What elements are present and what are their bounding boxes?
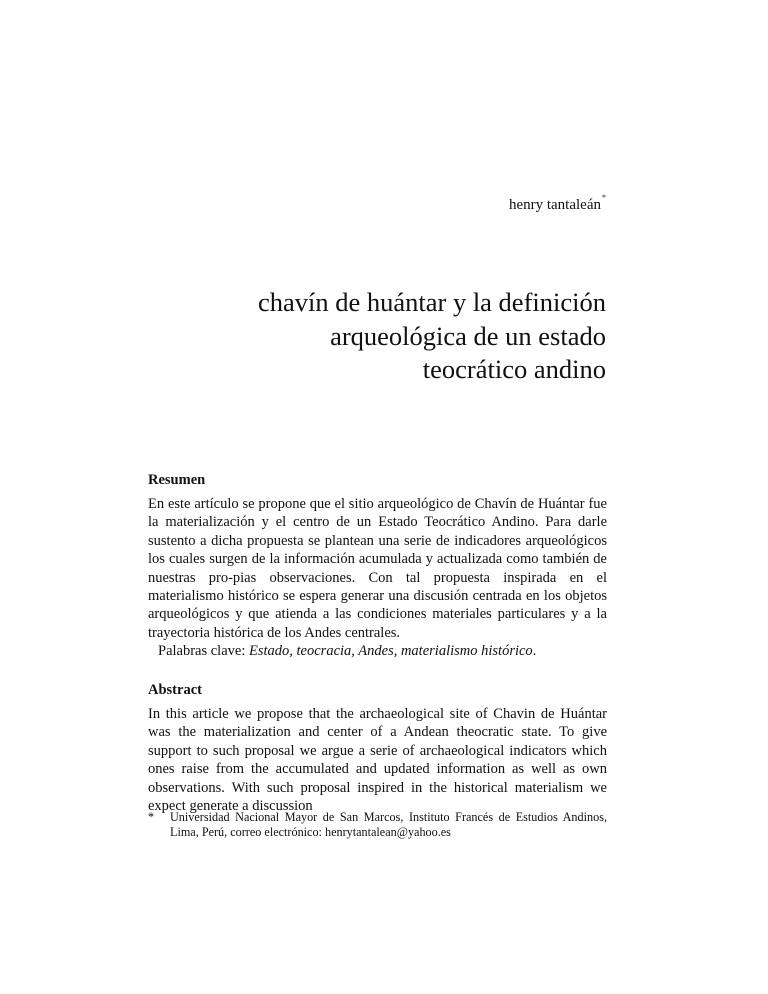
author-name: [508, 193, 606, 214]
abstract-section: [148, 681, 607, 815]
title-line-2: arqueológica de un estado: [330, 320, 606, 351]
abstract-body: In this article we propose that the archaeological site of Chavin de Huántar was the materialization and center of a Andean theocratic state. To give support to such proposal we argue a serie of archaeological indicators which ones raise from the accumulated and updated information as well as own observations. With such proposal inspired in the historical materialism we expect generate a discussion: [148, 706, 607, 815]
title-line-3: teocrático andino: [422, 354, 606, 384]
resumen-heading: Resumen: [148, 472, 206, 488]
abstract-heading: Abstract: [148, 682, 202, 698]
keywords-label: Palabras clave:: [158, 643, 246, 660]
title-line-1: chavín de huántar y la definición: [257, 287, 606, 317]
footnote-mark: *: [148, 810, 155, 824]
article-title: [146, 286, 606, 387]
author-name-text: henry tantaleán: [508, 197, 601, 213]
keywords-end: .: [532, 643, 537, 660]
resumen-section: [148, 471, 607, 661]
author-footnote-mark: *: [602, 193, 606, 202]
footnote: [148, 810, 607, 840]
keywords-line: [148, 642, 607, 660]
keywords-list: Estado, teocracia, Andes, materialismo histórico: [249, 643, 533, 660]
resumen-body: En este artículo se propone que el sitio arqueológico de Chavín de Huántar fue la materialización y el centro de un Estado Teocrático Andino. Para darle sustento a dicha propuesta se plantean una serie de indicadores arqueológicos los cuales surgen de la información acumulada y actualizada como también de nuestras pro-pias observaciones. Con tal propuesta inspirada en el materialismo histórico se espera generar una discusión centrada en los objetos arqueológicos y que atienda a las condiciones materiales particulares y a la trayectoria histórica de los Andes centrales.: [148, 496, 607, 641]
footnote-text: Universidad Nacional Mayor de San Marcos, Instituto Francés de Estudios Andinos, Lima, Perú, correo electrónico: henrytantalean@yahoo.es: [170, 810, 607, 839]
